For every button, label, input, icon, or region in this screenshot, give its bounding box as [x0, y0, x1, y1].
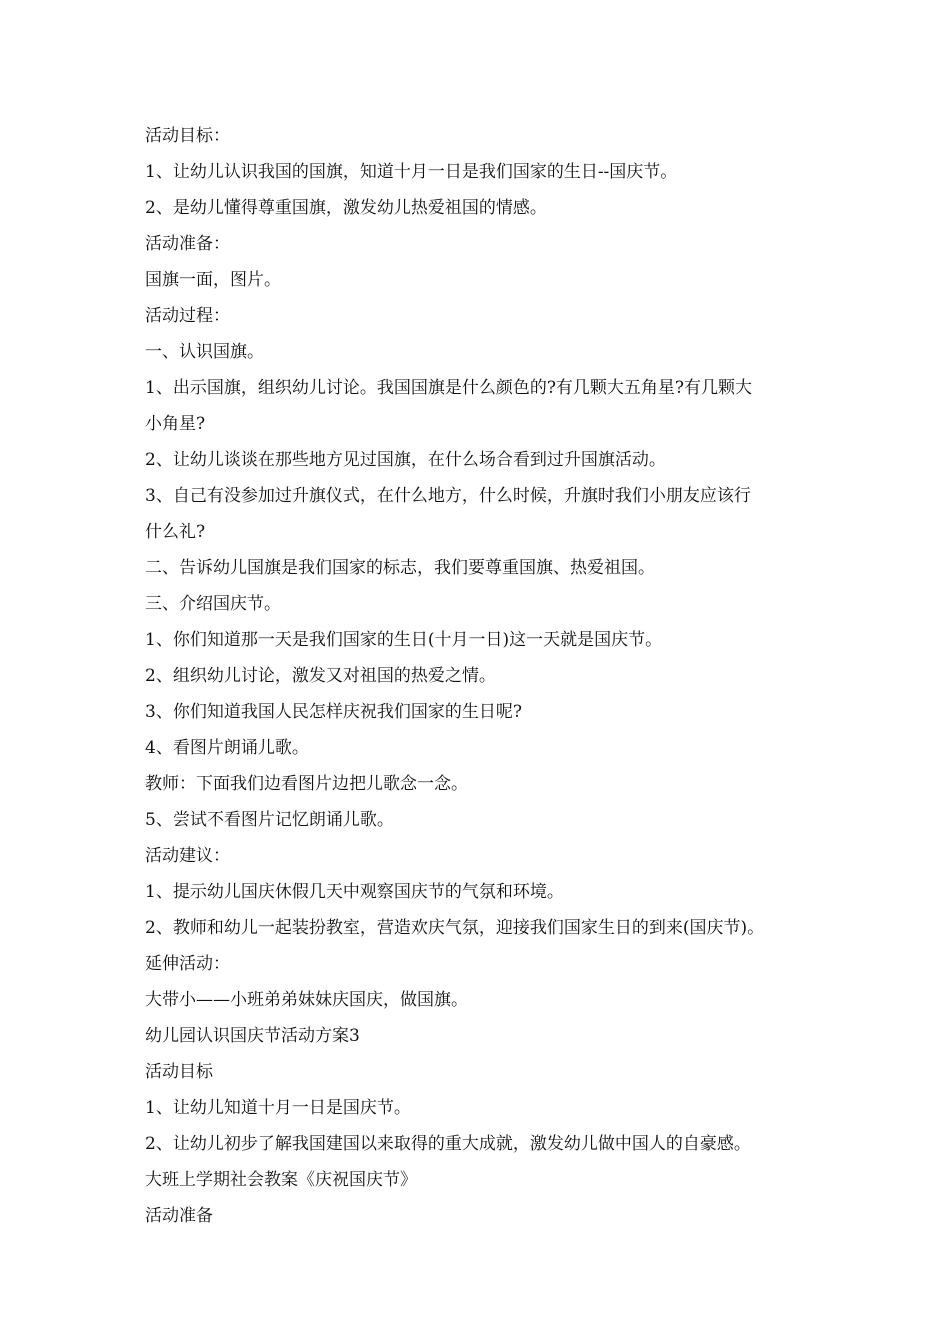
section-heading-extension: 延伸活动： [145, 954, 230, 974]
goal-item-1: 1、让幼儿认识我国的国旗，知道十月一日是我们国家的生日--国庆节。 [145, 162, 678, 182]
process-item-1-line-1: 1、出示国旗，组织幼儿讨论。我国国旗是什么颜色的?有几颗大五角星?有几颗大 [145, 378, 753, 398]
preparation-text: 国旗一面，图片。 [145, 270, 281, 290]
section-heading-suggestions: 活动建议： [145, 846, 230, 866]
goal-item-2: 2、是幼儿懂得尊重国旗，激发幼儿热爱祖国的情感。 [145, 198, 547, 218]
plan-3-goal-1: 1、让幼儿知道十月一日是国庆节。 [145, 1098, 411, 1118]
process-item-1-line-2: 小角星? [145, 414, 206, 434]
plan-3-goals-heading: 活动目标 [145, 1062, 213, 1082]
national-day-item-1: 1、你们知道那一天是我们国家的生日(十月一日)这一天就是国庆节。 [145, 630, 663, 650]
process-step-1-heading: 一、认识国旗。 [145, 342, 264, 362]
section-heading-preparation: 活动准备： [145, 234, 230, 254]
process-item-3-line-1: 3、自己有没参加过升旗仪式，在什么地方，什么时候，升旗时我们小朋友应该行 [145, 486, 751, 506]
national-day-item-4: 4、看图片朗诵儿歌。 [145, 738, 309, 758]
process-step-3-heading: 三、介绍国庆节。 [145, 594, 281, 614]
section-heading-goals: 活动目标： [145, 126, 230, 146]
suggestion-item-2: 2、教师和幼儿一起装扮教室，营造欢庆气氛，迎接我们国家生日的到来(国庆节)。 [145, 918, 765, 938]
section-heading-process: 活动过程： [145, 306, 230, 326]
suggestion-item-1: 1、提示幼儿国庆休假几天中观察国庆节的气氛和环境。 [145, 882, 564, 902]
national-day-item-5: 5、尝试不看图片记忆朗诵儿歌。 [145, 810, 394, 830]
lesson-plan-title: 大班上学期社会教案《庆祝国庆节》 [145, 1170, 417, 1190]
national-day-item-2: 2、组织幼儿讨论，激发又对祖国的热爱之情。 [145, 666, 496, 686]
plan-3-title: 幼儿园认识国庆节活动方案3 [145, 1026, 360, 1046]
extension-text: 大带小——小班弟弟妹妹庆国庆，做国旗。 [145, 990, 468, 1010]
plan-3-preparation-heading: 活动准备 [145, 1206, 213, 1226]
national-day-item-3: 3、你们知道我国人民怎样庆祝我们国家的生日呢? [145, 702, 522, 722]
process-item-3-line-2: 什么礼? [145, 522, 206, 542]
teacher-line: 教师：下面我们边看图片边把儿歌念一念。 [145, 774, 468, 794]
plan-3-goal-2: 2、让幼儿初步了解我国建国以来取得的重大成就，激发幼儿做中国人的自豪感。 [145, 1134, 751, 1154]
document-body [145, 118, 810, 1234]
process-step-2-heading: 二、告诉幼儿国旗是我们国家的标志，我们要尊重国旗、热爱祖国。 [145, 558, 655, 578]
process-item-2: 2、让幼儿谈谈在那些地方见过国旗，在什么场合看到过升国旗活动。 [145, 450, 666, 470]
